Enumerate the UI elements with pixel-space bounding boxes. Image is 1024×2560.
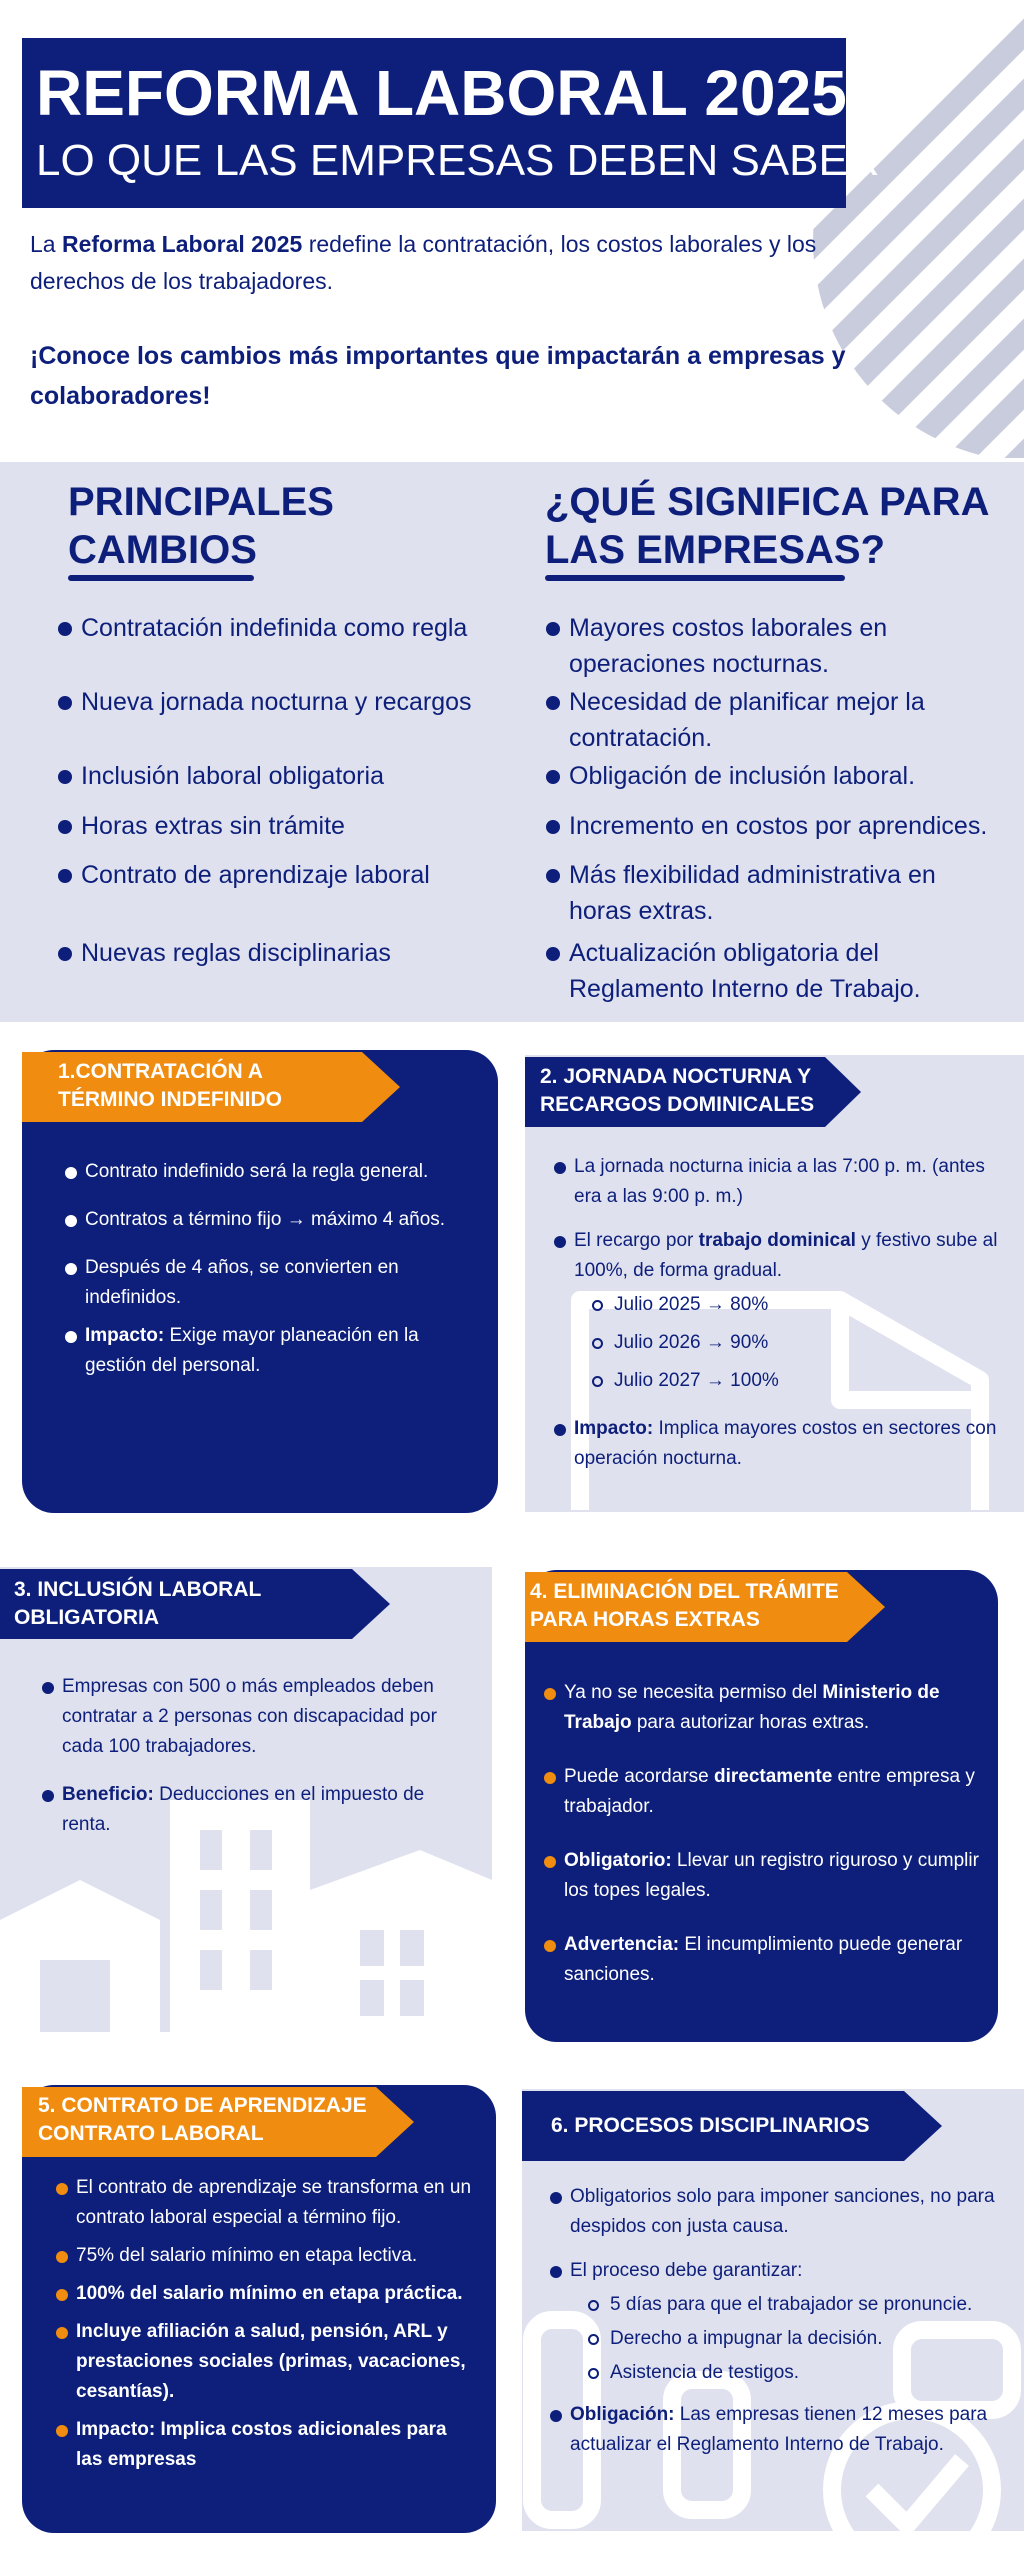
list-item: Ya no se necesita permiso del Ministerio de Trabajo para autorizar horas extras.: [564, 1678, 984, 1738]
meaning-item: Más flexibilidad administrativa en horas extras.: [569, 857, 969, 929]
list-item: 100% del salario mínimo en etapa práctica.: [76, 2279, 476, 2309]
meaning-item: Actualización obligatoria del Reglamento Interno de Trabajo.: [569, 935, 989, 1007]
meaning-item: Obligación de inclusión laboral.: [569, 758, 989, 794]
meaning-item: Necesidad de planificar mejor la contratación.: [569, 684, 989, 756]
list-item: Obligatorio: Llevar un registro riguroso y cumplir los topes legales.: [564, 1846, 984, 1906]
card5-list: [76, 2173, 476, 2475]
sub-item: Julio 2025 → 80%: [614, 1290, 1004, 1320]
card5-title: 5. CONTRATO DE APRENDIZAJE CONTRATO LABORAL: [38, 2094, 367, 2145]
changes-heading: PRINCIPALES CAMBIOS: [68, 480, 334, 572]
change-item: Inclusión laboral obligatoria: [81, 758, 501, 794]
card1-list: [85, 1157, 485, 1381]
change-item: Contratación indefinida como regla: [81, 610, 501, 646]
list-item: Contratos a término fijo → máximo 4 años.: [85, 1205, 485, 1235]
meaning-item: Mayores costos laborales en operaciones nocturnas.: [569, 610, 989, 682]
sub-item: Julio 2026 → 90%: [614, 1328, 1004, 1358]
meaning-heading: ¿QUÉ SIGNIFICA PARA LAS EMPRESAS?: [545, 480, 990, 572]
card6-list: [570, 2182, 1000, 2460]
list-item: Impacto: Implica costos adicionales para las empresas: [76, 2415, 476, 2475]
change-item: Nuevas reglas disciplinarias: [81, 935, 501, 971]
card6-title: 6. PROCESOS DISCIPLINARIOS: [551, 2114, 870, 2137]
list-item: Contrato indefinido será la regla general.: [85, 1157, 485, 1187]
meaning-item: Incremento en costos por aprendices.: [569, 808, 1009, 844]
list-item: 75% del salario mínimo en etapa lectiva.: [76, 2241, 476, 2271]
list-item: Puede acordarse directamente entre empresa y trabajador.: [564, 1762, 984, 1822]
sub-item: Derecho a impugnar la decisión.: [610, 2324, 1000, 2354]
card2-list: [574, 1152, 1004, 1474]
list-item: Obligatorios solo para imponer sanciones, no para despidos con justa causa.: [570, 2182, 1000, 2242]
card4-list: [564, 1678, 984, 1990]
callout-text: ¡Conoce los cambios más importantes que impactarán a empresas y colaboradores!: [30, 342, 846, 410]
list-item: Después de 4 años, se convierten en indefinidos.: [85, 1253, 485, 1313]
intro-text: La Reforma Laboral 2025 redefine la contratación, los costos laborales y los derechos de los trabajadores.: [30, 231, 817, 294]
card4-title: 4. ELIMINACIÓN DEL TRÁMITE PARA HORAS EXTRAS: [530, 1580, 839, 1631]
sub-item: Julio 2027 → 100%: [614, 1366, 1004, 1396]
list-item: Impacto: Implica mayores costos en sectores con operación nocturna.: [574, 1414, 1004, 1474]
change-item: Nueva jornada nocturna y recargos: [81, 684, 501, 720]
meaning-underline: [545, 575, 845, 581]
card2-title: 2. JORNADA NOCTURNA Y RECARGOS DOMINICALES: [540, 1065, 815, 1116]
change-item: Contrato de aprendizaje laboral: [81, 857, 501, 893]
list-item: Beneficio: Deducciones en el impuesto de renta.: [62, 1780, 442, 1840]
page-subtitle: LO QUE LAS EMPRESAS DEBEN SABER: [36, 136, 880, 185]
sub-item: Asistencia de testigos.: [610, 2358, 1000, 2388]
change-item: Horas extras sin trámite: [81, 808, 501, 844]
list-item: Empresas con 500 o más empleados deben contratar a 2 personas con discapacidad por cada 100 trabajadores.: [62, 1672, 442, 1762]
list-item: El proceso debe garantizar:: [570, 2256, 1000, 2286]
list-item: El recargo por trabajo dominical y festivo sube al 100%, de forma gradual.: [574, 1226, 1004, 1286]
list-item: Obligación: Las empresas tienen 12 meses para actualizar el Reglamento Interno de Trabajo.: [570, 2400, 1000, 2460]
card3-list: [62, 1672, 442, 1840]
page-title: REFORMA LABORAL 2025: [36, 57, 847, 129]
list-item: Incluye afiliación a salud, pensión, ARL y prestaciones sociales (primas, vacaciones, cesantías).: [76, 2317, 476, 2407]
changes-underline: [68, 575, 254, 581]
list-item: Impacto: Exige mayor planeación en la gestión del personal.: [85, 1321, 485, 1381]
card3-title: 3. INCLUSIÓN LABORAL OBLIGATORIA: [14, 1578, 262, 1629]
list-item: Advertencia: El incumplimiento puede generar sanciones.: [564, 1930, 984, 1990]
card1-title: 1.CONTRATACIÓN A TÉRMINO INDEFINIDO: [58, 1060, 282, 1111]
sub-item: 5 días para que el trabajador se pronuncie.: [610, 2290, 1000, 2320]
list-item: La jornada nocturna inicia a las 7:00 p. m. (antes era a las 9:00 p. m.): [574, 1152, 1004, 1212]
list-item: El contrato de aprendizaje se transforma en un contrato laboral especial a término fijo.: [76, 2173, 476, 2233]
